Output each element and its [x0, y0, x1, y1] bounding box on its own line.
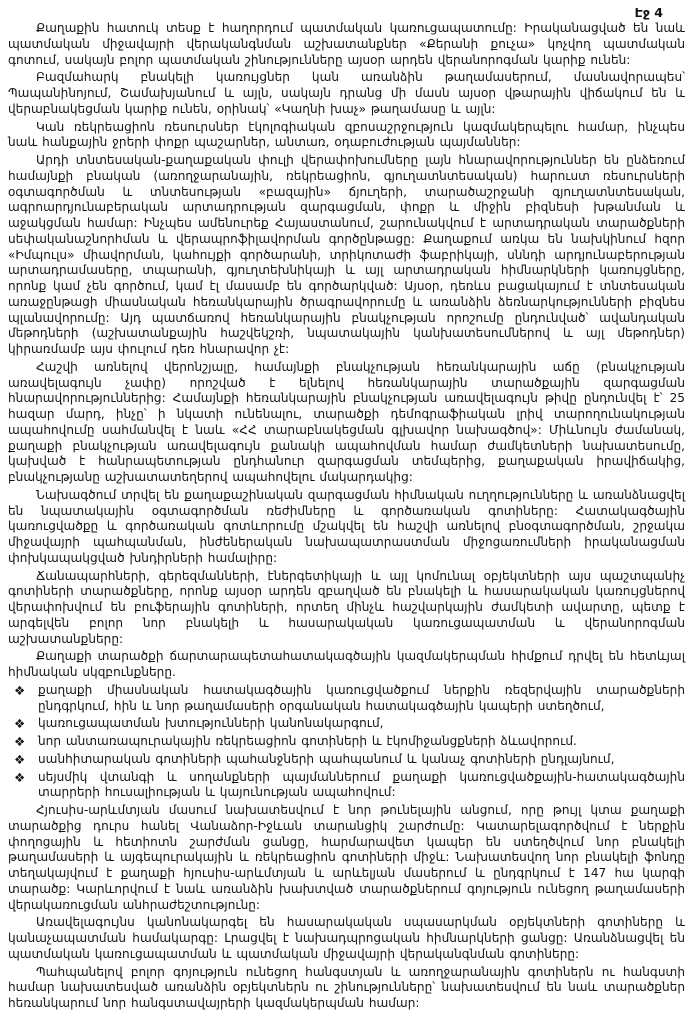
bullet-item [8, 734, 685, 750]
paragraph: Քաղաքի տարածքի ճարտարապետահատակագծային կազմակերպման հիմքում դրվել են հետևյալ հիմնական սկզբունքները. [8, 649, 685, 679]
paragraph: Հաշվի առնելով վերոնշյալը, համայնքի բնակչության հեռանկարային աճը (բնակչության առավելագույն չափը) որոշված է ելնելով հեռանկարային տարածքային զարգացման հնարավորություններից: Համայնքի հեռանկարային բնակչության առավելագույն թիվը ընդունվել է՝ 25 հազար մարդ, ինչը՝ ի նկատի ունենալու, տարածքի դեմոգրաֆիական լրիվ տարողունակության ապահովումը սահմանվել է նաև «ՀՀ տարաբնակեցման գլխավոր նախագծով»: Միևնույն ժամանակ, քաղաքի բնակչության առավելագույն քանակի ապահովման համար ժամկետների նախատեսումը, կախված է հանրապետության ընդհանուր զարգացման տեմպերից, քաղաքական իրավիճակից, բնակչությանը աշխատատեղերով ապահովելու մակարդակից: [8, 359, 685, 484]
diamond-bullet-icon: ❖ [14, 769, 26, 785]
bullet-item [8, 716, 685, 732]
paragraph: Պահպանելով բոլոր գոյություն ունեցող հանգստյան և առողջարանային գոտիներն ու հանգստի համար նախատեսված առանձին օբյեկտներն ու շինությունները՝ նախատեսվում են նաև տարածքներ հեռանկարում նոր հանգստավայրերի կազմակերպման համար: [8, 964, 685, 1010]
paragraph: Հյուսիս-արևմտյան մասում նախատեսվում է նոր թունելային անցում, որը թույլ կտա քաղաքի տարածքից դուրս հանել Վանաձոր-Իջևան տարանցիկ շարժումը: Կատարելագործվում է ներքին փողոցային և հետիոտն շարժման ցանցը, հարմարավետ կապեր են ստեղծվում նոր բնակելի թաղամասերի և այգեպուրակային և ռեկրեացիոն գոտիների միջև: Նախատեսվող նոր բնակելի ֆոնդը տեղակայվում է քաղաքի հյուսիս-արևմտյան և արևելյան մասերում և ընդգրկում է 147 հա կարգի տարածք: Կարևորվում է նաև առանձին խախտված տարածքներում գոյություն ունեցող թաղամասերի վերակառուցման անհրաժեշտությունը: [8, 803, 685, 912]
principles-list [8, 683, 685, 801]
bullet-item [8, 683, 685, 715]
bullet-text: սեյսմիկ վտանգի և սողանքների պայմաններում քաղաքի կառուցվածքային-հատակագծային տարրերի հուսալիության և կայունության ապահովում: [38, 769, 685, 800]
bullet-text: սանհիտարական գոտիների պահանջների պահպանում և կանաչ գոտիների ընդլայնում, [38, 751, 615, 766]
bullet-item [8, 752, 685, 768]
paragraph: Առավելագույնս կանոնակարգել են հասարակական սպասարկման օբյեկտների գոտիները և կանաչապատման համակարգը: Լրացվել է նախադպրոցական հիմնարկների ցանցը: Առանձնացվել են պատմական կառուցապատման և պատմական միջավայրի վերականգնման գոտիները: [8, 915, 685, 961]
diamond-bullet-icon: ❖ [14, 682, 26, 698]
paragraph: Արդի տնտեսական-քաղաքական փուլի վերափոխումները լայն հնարավորություններ են ընձեռում համայնքի բնական (առողջարանային, ռեկրեացիոն, գյուղատնտեսական) հարուստ ռեսուրսների օգտագործման և տնտեսության «բազային» ճյուղերի, տարածաշրջանի գյուղատնտեսական, ագրոարդյունաբերական արտադրության զարգացման, փոքր և միջին բիզնեսի խթանման և աջակցման համար: Ինչպես ամենուրեք Հայաստանում, շարունակվում է արտադրական տարածքների սեփականաշնորհման և վերապրոֆիլավորման գործընթացը: Քաղաքում առկա են նախկինում հզոր «Իմպուլս» միավորման, կահույքի գործարանի, տրիկոտաժի ֆաբրիկայի, սննդի արդյունաբերության արտադրամասերը, տպարանի, գյուղտեխնիկայի և այլ արտադրական հիմնարկների կառույցները, որոնք կամ չեն գործում, կամ էլ մասամբ են գործարկված: Այսօր, դեռևս բացակայում է տնտեսական առաջընթացի միասնական հեռանկարային ծրագրավորումը և առանձին ձեռնարկությունների բիզնես պլանավորումը: Այդ պատճառով հեռանկարային բնակչության որոշումը ընդունված՝ ավանդական մեթոդների (աշխատանքային հաշվեկշռի, նպատակային կանխատեսումներով և այլ մեթոդներ) կիրառմամբ այս փուլում դեռ հնարավոր չէ: [8, 153, 685, 356]
bullet-text: կառուցապատման խտությունների կանոնակարգում, [38, 716, 384, 731]
page-number: Էջ 4 [634, 5, 663, 20]
paragraph: Կան ռեկրեացիոն ռեսուրսներ էկոլոգիական զբոսաշրջություն կազմակերպելու համար, ինչպես նաև հանքային ջրերի փոքր պաշարներ, անտառ, օդաբուժության պայմաններ: [8, 119, 685, 150]
bullet-text: քաղաքի միասնական հատակագծային կառուցվածքում ներքին ռեզերվային տարածքների ընդգրկում, հին և նոր թաղամասերի օրգանական հատակագծային կապերի ստեղծում, [38, 682, 685, 713]
paragraph: Ճանապարհների, գերեզմանների, էներգետիկայի և այլ կոմունալ օբյեկտների այս պաշտպանիչ գոտիների տարածքները, որոնք այսօր արդեն զբաղված են բնակելի և հասարակական կառույցներով վերափոխվում են բուֆերային գոտիների, որտեղ մինչև հաշվարկային ժամկետի ավարտը, պետք է արգելվեն բոլոր նոր բնակելի և հասարակական կառուցապատման և վերանորոգման աշխատանքները: [8, 568, 685, 646]
paragraph: Բազմահարկ բնակելի կառույցներ կան առանձին թաղամասերում, մասնավորապես՝ Պապանինոյում, Շամախյանում և այլն, սակայն դրանց մի մասն այսօր վթարային վիճակում են և վերաբնակեցման կարիք ունեն, օրինակ՝ «Կաղնի խաչ» թաղամասը և այլն: [8, 70, 685, 116]
paragraph: Նախագծում տրվել են քաղաքաշինական զարգացման հիմնական ուղղությունները և առանձնացվել են նպատակային օգտագործման ռեժիմները և գործառական գոտիները: Հատակագծային կառուցվածքը և գործառական գոտևորումը մշակվել են հաշվի առնելով բնօգտագործման, շրջակա միջավայրի պահպանման, ինժեներական նախապատրաստման միջոցառումների իրականացման փոխկապակցված խնդիրների համալիրը: [8, 487, 685, 565]
diamond-bullet-icon: ❖ [14, 734, 26, 749]
bullet-text: նոր անտառապուրակային ռեկրեացիոն գոտիների և էկոմիջանցքների ձևավորում. [38, 734, 577, 748]
bullet-item [8, 770, 685, 802]
diamond-bullet-icon: ❖ [14, 751, 26, 767]
paragraph: Քաղաքին հատուկ տեսք է հաղորդում պատմական կառուցապատումը: Իրականացված են նաև պատմական միջավայրի վերականգնման աշխատանքներ «Քերանի քուչա» կոչվող պատմական գոտում, սակայն բոլոր պատմական շինությունները այսօր արդեն վերանորոգման կարիք ունեն: [8, 21, 685, 67]
diamond-bullet-icon: ❖ [14, 716, 26, 732]
